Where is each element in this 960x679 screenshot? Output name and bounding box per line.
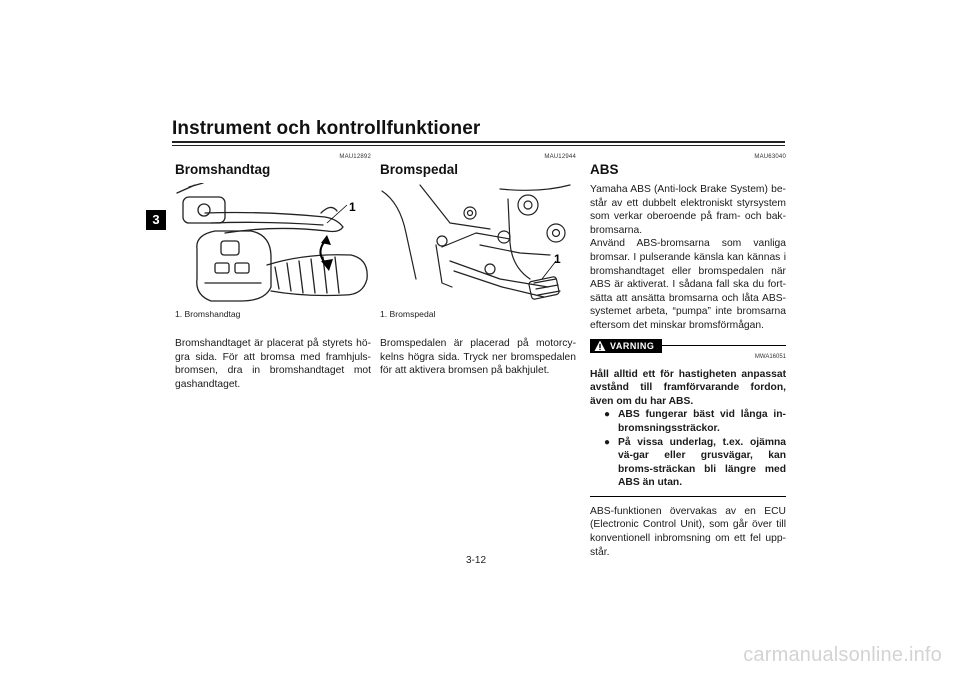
section-body: Yamaha ABS (Anti-lock Brake System) be-står av ett dubbelt elektroniskt styrsystem som verkar oberoende på fram- och bak-bromsarna. (590, 184, 786, 236)
warning-label-box (590, 339, 662, 353)
page-number: 3-12 (466, 555, 487, 566)
list-item: ● ABS fungerar bäst vid långa in-bromsningssträckor. (604, 408, 786, 435)
page-title: Instrument och kontrollfunktioner (172, 118, 481, 139)
warning-label: VARNING (610, 340, 655, 351)
warning-bullet-list (590, 408, 786, 490)
section-brake-pedal (380, 150, 576, 378)
section-body: Bromshandtaget är placerat på styrets hö-gra sida. För att bromsa med framhjuls-bromsen, dra in bromshandtaget mot gashandtaget. (175, 338, 371, 390)
header-rule-thin (172, 145, 785, 146)
warning-icon (594, 340, 606, 352)
section-brake-lever (175, 150, 371, 391)
chapter-tab: 3 (146, 210, 166, 230)
warning-rule (662, 345, 786, 346)
section-code: MAU12892 (339, 154, 371, 160)
warning-code: MWA16051 (754, 353, 786, 360)
figure-caption: 1. Bromshandtag (175, 309, 241, 319)
section-body: ABS-funktionen övervakas av en ECU (Electronic Control Unit), som går över till konventionell inbromsning om ett fel upp-står. (590, 505, 786, 558)
section-heading: Bromshandtag (175, 162, 271, 177)
section-code: MAU63040 (754, 154, 786, 160)
figure-callout: 1 (554, 252, 561, 266)
section-body: Använd ABS-bromsarna som vanliga bromsar. I pulserande känsla kan kännas i bromshandtaget eller bromspedalen när ABS är aktiverat. I sådana fall ska du fort-sätta att ansätta bromsarna och låta ABS-systemet arbeta, “pumpa” inte bromsarna eftersom det minskar bromsförmågan. (590, 238, 786, 331)
section-code: MAU12944 (544, 154, 576, 160)
watermark: carmanualsonline.info (743, 644, 942, 666)
figure-caption: 1. Bromspedal (380, 309, 436, 319)
brake-pedal-figure (380, 183, 576, 303)
brake-pedal-illustration (380, 183, 576, 303)
figure-callout: 1 (349, 200, 356, 214)
section-heading: Bromspedal (380, 162, 459, 177)
list-item: ● På vissa underlag, t.ex. ojämna vä-gar eller grusvägar, kan broms-sträckan bli längre med ABS än utan. (604, 436, 786, 490)
warning-text: Håll alltid ett för hastigheten anpassat avstånd till framförvarande fordon, även om du har ABS. (590, 368, 786, 407)
section-heading: ABS (590, 162, 619, 177)
section-body: Bromspedalen är placerad på motorcy-kelns högra sida. Tryck ner bromspedalen för att aktivera bromsen på bakhjulet. (380, 338, 576, 377)
brake-lever-illustration (175, 183, 371, 303)
brake-lever-figure (175, 183, 371, 303)
header-rule (172, 141, 785, 143)
section-abs (590, 150, 786, 559)
warning-end-rule (590, 496, 786, 497)
warning-header (590, 339, 786, 353)
